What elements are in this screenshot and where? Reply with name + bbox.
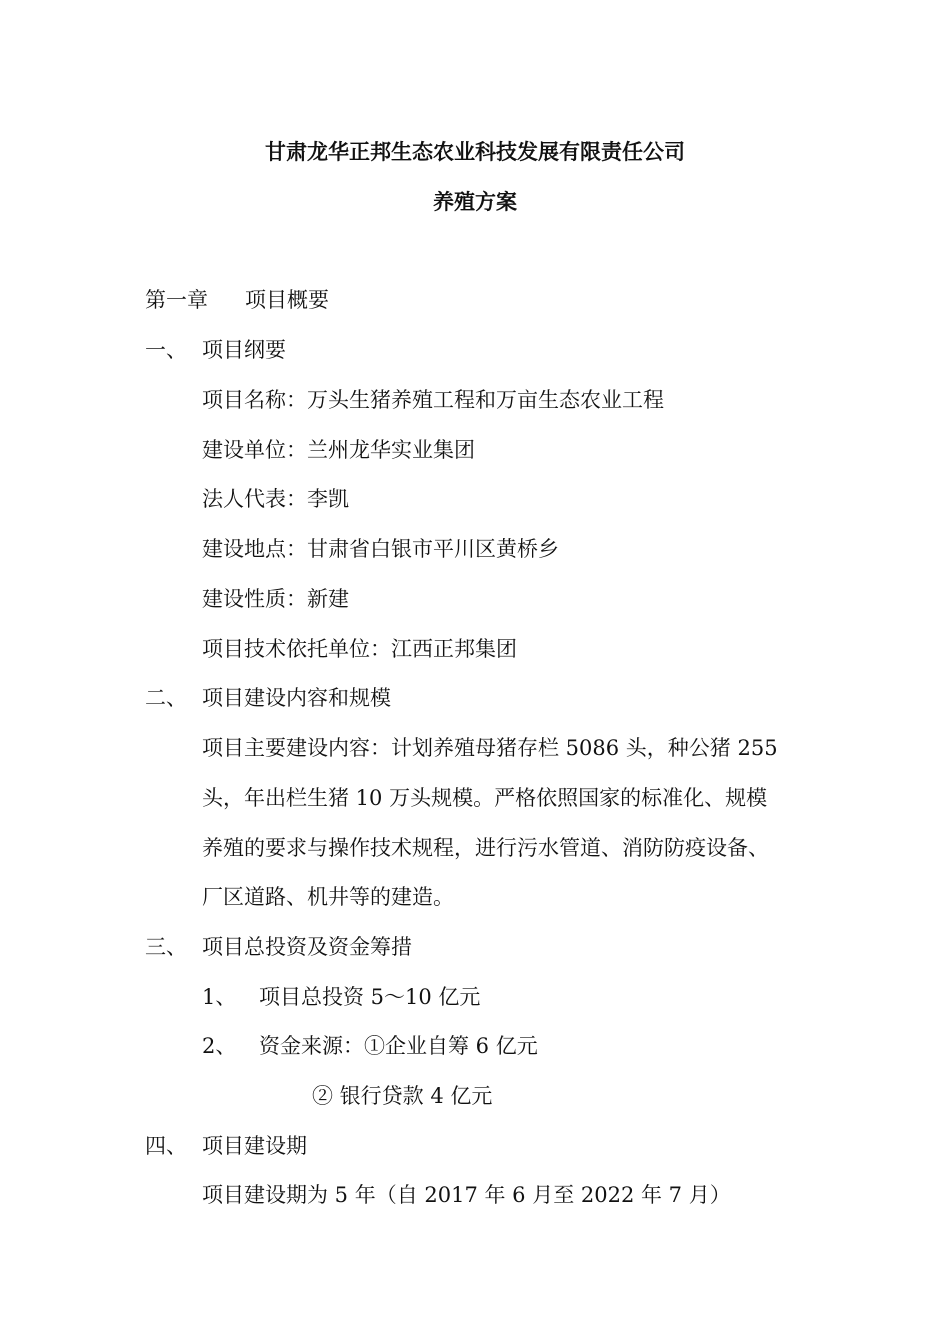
funding-source-item-number: 2、 — [202, 1034, 237, 1058]
tech-support-line: 项目技术依托单位：江西正邦集团 — [202, 637, 517, 661]
nature-line: 建设性质：新建 — [202, 587, 349, 611]
document-subtitle: 养殖方案 — [433, 190, 517, 214]
chapter-label: 第一章 — [145, 288, 208, 312]
section-1-heading — [145, 335, 286, 365]
investment-item — [202, 982, 480, 1012]
section-1-number: 一、 — [145, 338, 187, 362]
investment-item-text: 项目总投资 5～10 亿元 — [259, 985, 481, 1009]
section-2-number: 二、 — [145, 686, 187, 710]
chapter-title: 项目概要 — [245, 288, 329, 312]
legal-rep-line: 法人代表：李凯 — [202, 487, 349, 511]
section-2-paragraph-line: 养殖的要求与操作技术规程，进行污水管道、消防防疫设备、 — [202, 836, 769, 860]
location-line: 建设地点：甘肃省白银市平川区黄桥乡 — [202, 537, 559, 561]
section-1-title: 项目纲要 — [202, 338, 286, 362]
section-2-title: 项目建设内容和规模 — [202, 686, 391, 710]
builder-line: 建设单位：兰州龙华实业集团 — [202, 438, 475, 462]
section-2-paragraph-line: 头，年出栏生猪 10 万头规模。严格依照国家的标准化、规模 — [202, 786, 768, 810]
bank-loan-line: ② 银行贷款 4 亿元 — [312, 1084, 493, 1108]
section-4-number: 四、 — [145, 1134, 187, 1158]
chapter-heading — [145, 285, 329, 315]
section-4-title: 项目建设期 — [202, 1134, 307, 1158]
funding-source-item-text: 资金来源：①企业自筹 6 亿元 — [259, 1034, 538, 1058]
section-4-heading — [145, 1131, 307, 1161]
document-title: 甘肃龙华正邦生态农业科技发展有限责任公司 — [265, 140, 685, 164]
section-2-paragraph-line: 厂区道路、机井等的建造。 — [202, 885, 454, 909]
section-2-paragraph-line: 项目主要建设内容：计划养殖母猪存栏 5086 头，种公猪 255 — [202, 736, 778, 760]
project-name-line: 项目名称：万头生猪养殖工程和万亩生态农业工程 — [202, 388, 664, 412]
section-3-heading — [145, 932, 412, 962]
section-3-number: 三、 — [145, 935, 187, 959]
section-3-title: 项目总投资及资金筹措 — [202, 935, 412, 959]
construction-period-line: 项目建设期为 5 年（自 2017 年 6 月至 2022 年 7 月） — [202, 1183, 731, 1207]
section-2-heading — [145, 683, 391, 713]
investment-item-number: 1、 — [202, 985, 237, 1009]
funding-source-item — [202, 1031, 538, 1061]
